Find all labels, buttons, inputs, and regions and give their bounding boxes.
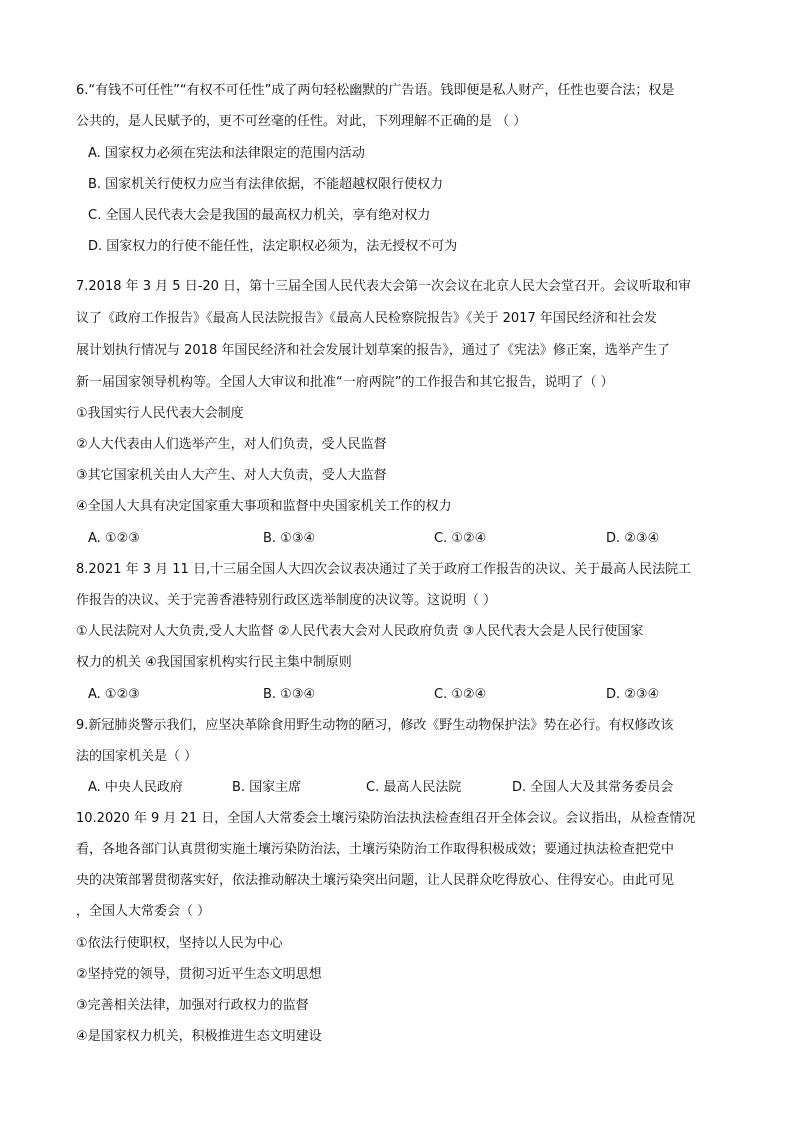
q8-stem-line-2: 作报告的决议、关于完善香港特别行政区选举制度的决议等。这说明（ ） [76,593,497,608]
q7-statement-4: ④全国人大具有决定国家重大事项和监督中央国家机关工作的权力 [76,499,452,514]
q7-stem-line-2: 议了《政府工作报告》《最高人民法院报告》《最高人民检察院报告》《关于 2017 年国民经济和社会发 [76,311,657,326]
q6-stem-line-2: 公共的，是人民赋予的，更不可丝毫的任性。对此，下列理解不正确的是 （ ） [76,114,527,129]
q7-statement-2: ②人大代表由人们选举产生，对人们负责，受人民监督 [76,437,387,452]
q7-stem-line-4: 新一届国家领导机构等。全国人大审议和批准“一府两院”的工作报告和其它报告，说明了（ ） [76,375,614,390]
q6-option-d: D. 国家权力的行使不能任性，法定职权必须为，法无授权不可为 [88,239,458,254]
q7-choice-d: D. ②③④ [606,531,660,546]
q10-stem-line-2: 看，各地各部门认真贯彻实施土壤污染防治法，土壤污染防治工作取得积极成效；要通过执法检查把党中 [76,842,675,857]
q7-statement-1: ①我国实行人民代表大会制度 [76,406,244,421]
q8-choice-d: D. ②③④ [606,687,660,702]
q6-option-c: C. 全国人民代表大会是我国的最高权力机关，享有绝对权力 [88,208,431,223]
q9-choice-b: B. 国家主席 [232,780,302,795]
q10-stem-line-4: ，全国人大常委会（ ） [76,904,211,919]
q9-choice-c: C. 最高人民法院 [366,780,462,795]
q10-statement-3: ③完善相关法律，加强对行政权力的监督 [76,998,309,1013]
q9-choices [88,778,708,798]
q7-stem-line-1: 7.2018 年 3 月 5 日-20 日，第十三届全国人民代表大会第一次会议在北京人民大会堂召开。会议听取和审 [76,279,692,294]
q7-stem-line-3: 展计划执行情况与 2018 年国民经济和社会发展计划草案的报告》，通过了《宪法》修正案，选举产生了 [76,343,670,358]
q10-statement-4: ④是国家权力机关，积极推进生态文明建设 [76,1029,322,1044]
q9-choice-d: D. 全国人大及其常务委员会 [512,780,674,795]
q6-stem-line-1: 6.“有钱不可任性”“有权不可任性”成了两句轻松幽默的广告语。钱即便是私人财产，任性也要合法；权是 [76,83,675,98]
q8-statements-line-2: 权力的机关 ④我国国家机构实行民主集中制原则 [76,655,352,670]
q8-choice-c: C. ①②④ [434,687,487,702]
q8-statements-line-1: ①人民法院对人大负责,受人大监督 ②人民代表大会对人民政府负责 ③人民代表大会是人民行使国家 [76,624,644,639]
q8-choice-b: B. ①③④ [263,687,316,702]
q10-statement-2: ②坚持党的领导，贯彻习近平生态文明思想 [76,967,322,982]
q7-choice-c: C. ①②④ [434,531,487,546]
q9-stem-line-1: 9.新冠肺炎警示我们，应坚决革除食用野生动物的陋习，修改《野生动物保护法》势在必行。有权修改该 [76,718,674,733]
q8-choices [88,685,708,705]
q10-statement-1: ①依法行使职权，坚持以人民为中心 [76,936,283,951]
q7-choice-a: A. ①②③ [88,531,140,546]
q8-choice-a: A. ①②③ [88,687,140,702]
q9-choice-a: A. 中央人民政府 [88,780,183,795]
q8-stem-line-1: 8.2021 年 3 月 11 日,十三届全国人大四次会议表决通过了关于政府工作报告的决议、关于最高人民法院工 [76,562,692,577]
q6-option-a: A. 国家权力必须在宪法和法律限定的范围内活动 [88,146,365,161]
q6-option-b: B. 国家机关行使权力应当有法律依据，不能超越权限行使权力 [88,177,444,192]
q10-stem-line-3: 央的决策部署贯彻落实好，依法推动解决土壤污染突出问题，让人民群众吃得放心、住得安心。由此可见 [76,873,675,888]
q7-choices [88,529,708,549]
q10-stem-line-1: 10.2020 年 9 月 21 日，全国人大常委会土壤污染防治法执法检查组召开全体会议。会议指出，从检查情况 [76,811,696,826]
q9-stem-line-2: 法的国家机关是（ ） [76,749,198,764]
q7-statement-3: ③其它国家机关由人大产生、对人大负责，受人大监督 [76,468,387,483]
q7-choice-b: B. ①③④ [263,531,316,546]
